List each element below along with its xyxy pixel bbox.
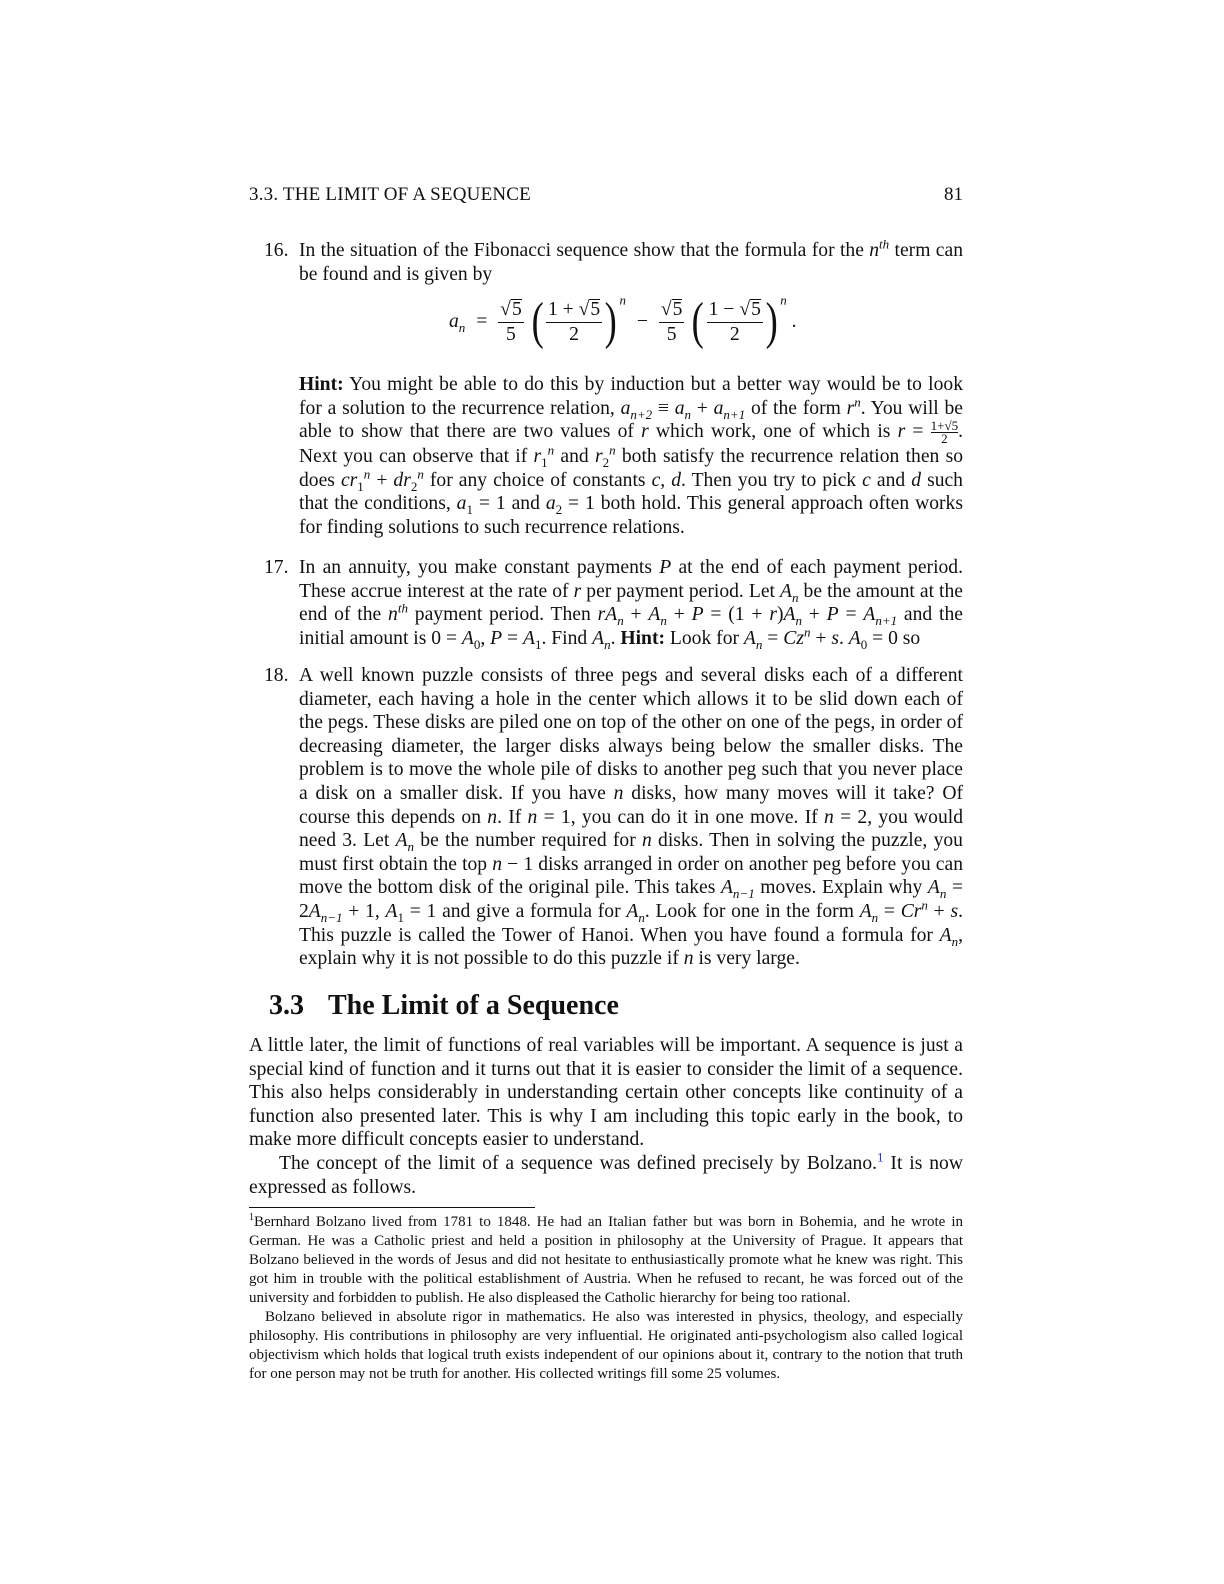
footnote-paragraph-2: Bolzano believed in absolute rigor in mathematics. He also was interested in physics, theology, and especially philosophy. His contributions in philosophy are very influential. He originated anti-psychologism also called logical objectivism which holds that logical truth exists independent of our opinions about it, contrary to the notion that truth for one person may not be truth for another. His collected writings fill some 25 volumes. [249, 1309, 963, 1382]
section-heading [269, 990, 619, 1022]
problem-18-text: A well known puzzle consists of three pegs and several disks each of a different diameter, each having a hole in the center which allows it to be slid down each of the pegs. These disks are piled one on top of the other on one of the pegs, in order of decreasing diameter, the larger disks always being below the smaller disks. The problem is to move the whole pile of disks to another peg such that you never place a disk on a smaller disk. If you have n disks, how many moves will it take? Of course this depends on n. If n = 1, you can do it in one move. If n = 2, you would need 3. Let $A_n$ be the number required for n disks. Then in solving the puzzle, you must first obtain the top n − 1 disks arranged in order on another peg before you can move the bottom disk of the original pile. This takes $A_{n-1}$ moves. Explain why $A_n = 2A_{n-1} + 1$, $A_1 = 1$ and give a formula for $A_n$. Look for one in the form $A_n = Cr^n + s$. This puzzle is called the Tower of Hanoi. When you have found a formula for $A_n$, explain why it is not possible to do this puzzle if n is very large. [299, 665, 964, 970]
section-paragraph-2: The concept of the limit of a sequence was defined precisely by Bolzano.$^1$ It is now expressed as follows. [249, 1149, 963, 1198]
problem-16-hint: Hint: You might be able to do this by induction but a better way would be to look for a solution to the recurrence relation, $a_{n+2} \equiv a_n + a_{n+1}$ of the form $r^n$. You will be able to show that there are two values of r which work, one of which is r = $\frac{1+√5}{2}$ . Next you can observe that if $r_1^n$ and $r_2^n$ both satisfy the recurrence relation then so does $cr_1^n + dr_2^n$ for any choice of constants c, d. Then you try to pick c and d such that the conditions, $a_1 = 1$ and $a_2 = 1$ both hold. This general approach often works for finding solutions to such recurrence relations. [299, 374, 964, 538]
section-paragraph-1: A little later, the limit of functions of real variables will be important. A sequence is just a special kind of function and it turns out that it is easier to consider the limit of a sequence. This also helps considerably in understanding certain other concepts like continuity of a function also presented later. This is why I am including this topic early in the book, to make more difficult concepts easier to understand. [249, 1035, 963, 1151]
page-number: 81 [944, 184, 963, 205]
footnote [249, 1213, 963, 1384]
problem-number: 17. [264, 557, 289, 578]
footnote-rule [249, 1207, 535, 1208]
problem-17 [249, 556, 963, 650]
section-body [249, 1034, 963, 1199]
fibonacci-formula: $a_n$ = $\frac{√5}{5}$ ( $\frac{1 + √5}{2}$ ) $^n$ − $\frac{√5}{5}$ ( $\frac{1 - √5}{2}$ ) $^n$ . [449, 292, 797, 350]
problem-17-text: In an annuity, you make constant payments P at the end of each payment period. These accrue interest at the rate of r per payment period. Let $A_n$ be the amount at the end of the $n^{th}$ payment period. Then $rA_n + A_n + P = (1 + r)A_n + P = A_{n+1}$ and the initial amount is $0 = A_0$, $P = A_1$. Find $A_n$. Hint: Look for $A_n = Cz^n + s$. $A_0 = 0$ so [299, 557, 963, 652]
problem-16 [249, 236, 963, 286]
footnote-mark: 1 [249, 1212, 254, 1223]
footnote-link[interactable]: 1 [877, 1149, 884, 1165]
running-header [249, 184, 963, 208]
problem-18 [249, 664, 963, 971]
problem-16-intro: In the situation of the Fibonacci sequence show that the formula for the $n^{th}$ term can be found and is given by [299, 236, 963, 285]
problem-number: 18. [264, 665, 289, 686]
footnote-paragraph-1: $^1$Bernhard Bolzano lived from 1781 to 1848. He had an Italian father but was born in Bohemia, and he wrote in German. He was a Catholic priest and held a position in philosophy at the University of Prague. It appears that Bolzano believed in the words of Jesus and did not hesitate to enthusiastically promote what he knew was right. This got him in trouble with the political establishment of Austria. When he refused to recant, he was forced out of the university and forbidden to publish. He also displeased the Catholic hierarchy for being too rational. [249, 1212, 963, 1306]
problem-number: 16. [264, 240, 289, 261]
header-section-title: 3.3. THE LIMIT OF A SEQUENCE [249, 184, 531, 205]
section-title: The Limit of a Sequence [328, 990, 619, 1021]
section-number: 3.3 [269, 990, 304, 1021]
